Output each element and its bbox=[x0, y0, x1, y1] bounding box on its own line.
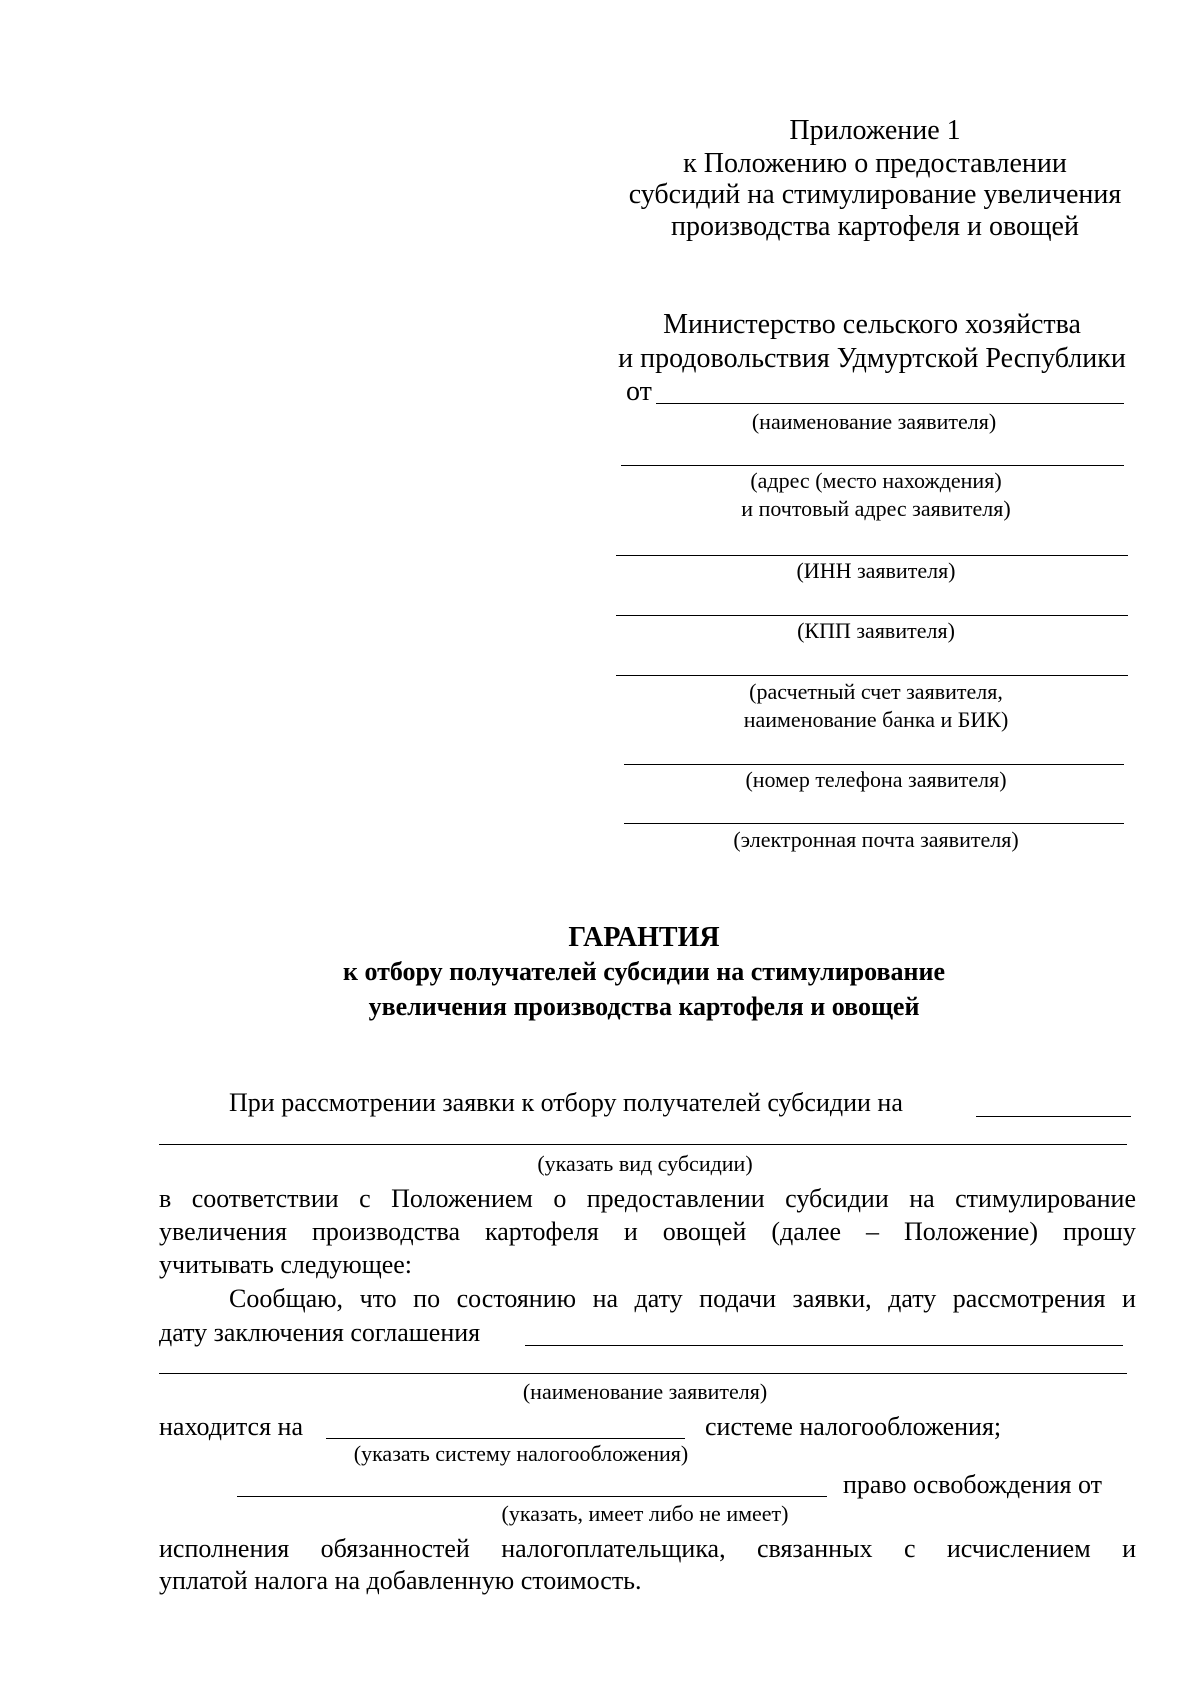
word: что bbox=[359, 1284, 397, 1313]
address-line bbox=[621, 465, 1124, 466]
applicant-caption: (наименование заявителя) bbox=[522, 1379, 768, 1404]
appendix-line-3: субсидий на стимулирование увеличения bbox=[628, 179, 1122, 210]
word: подачи bbox=[699, 1284, 777, 1313]
appendix-line-1: Приложение 1 bbox=[789, 115, 961, 146]
word: исчислением bbox=[946, 1534, 1091, 1563]
addressee-line-2: и продовольствия Удмуртской Республики bbox=[618, 343, 1126, 374]
appendix-line-4: производства картофеля и овощей bbox=[671, 211, 1079, 242]
word: производства bbox=[311, 1217, 461, 1246]
word: заявки, bbox=[792, 1284, 872, 1313]
word: стимулирование bbox=[955, 1184, 1136, 1213]
exemption-caption: (указать, имеет либо не имеет) bbox=[501, 1501, 789, 1526]
kpp-caption: (КПП заявителя) bbox=[797, 618, 955, 643]
word: налогоплательщика, bbox=[501, 1534, 726, 1563]
email-line bbox=[624, 823, 1124, 824]
account-line bbox=[616, 675, 1128, 676]
word: с bbox=[903, 1534, 916, 1563]
word: и bbox=[1122, 1284, 1136, 1313]
applicant-blank-line bbox=[159, 1373, 1127, 1374]
exemption-line bbox=[237, 1496, 827, 1497]
word: дату bbox=[888, 1284, 937, 1313]
subsidy-type-line bbox=[159, 1144, 1127, 1145]
word: связанных bbox=[757, 1534, 873, 1563]
word: – bbox=[866, 1217, 880, 1246]
address-caption-1: (адрес (место нахождения) bbox=[750, 468, 1002, 493]
word: Положением bbox=[391, 1184, 533, 1213]
agreement-blank-line bbox=[525, 1345, 1123, 1346]
para1-line-1 bbox=[159, 1186, 1136, 1212]
kpp-line bbox=[616, 615, 1128, 616]
tax-caption: (указать систему налогообложения) bbox=[353, 1441, 689, 1466]
word: Сообщаю, bbox=[229, 1284, 344, 1313]
word: по bbox=[413, 1284, 441, 1313]
inn-line bbox=[616, 555, 1128, 556]
inn-caption: (ИНН заявителя) bbox=[796, 558, 956, 583]
subsidy-type-caption: (указать вид субсидии) bbox=[537, 1151, 753, 1176]
final-line-2: уплатой налога на добавленную стоимость. bbox=[159, 1566, 642, 1595]
tax-prefix: находится на bbox=[159, 1412, 303, 1441]
tax-system-line bbox=[326, 1438, 685, 1439]
word: в bbox=[159, 1184, 172, 1213]
intro-text: При рассмотрении заявки к отбору получателей субсидии на bbox=[229, 1088, 903, 1117]
word: на bbox=[592, 1284, 619, 1313]
word: о bbox=[553, 1184, 567, 1213]
email-caption: (электронная почта заявителя) bbox=[733, 827, 1019, 852]
phone-line bbox=[624, 764, 1124, 765]
word: дату bbox=[634, 1284, 683, 1313]
account-caption-2: наименование банка и БИК) bbox=[743, 707, 1009, 732]
para2-line-1 bbox=[229, 1286, 1136, 1312]
para1-line-2 bbox=[159, 1219, 1136, 1245]
word: овощей bbox=[662, 1217, 747, 1246]
document-title: ГАРАНТИЯ bbox=[568, 922, 720, 953]
para1-line-3: учитывать следующее: bbox=[159, 1250, 413, 1279]
account-caption-1: (расчетный счет заявителя, bbox=[749, 679, 1003, 704]
word: Положение) bbox=[904, 1217, 1038, 1246]
word: субсидии bbox=[785, 1184, 889, 1213]
applicant-name-caption: (наименование заявителя) bbox=[751, 409, 997, 434]
tax-suffix: системе налогообложения; bbox=[705, 1412, 1002, 1441]
word: картофеля bbox=[485, 1217, 599, 1246]
applicant-name-line bbox=[656, 403, 1124, 404]
addressee-line-1: Министерство сельского хозяйства bbox=[663, 309, 1081, 340]
document-subtitle-2: увеличения производства картофеля и овощей bbox=[368, 992, 920, 1021]
word: соответствии bbox=[191, 1184, 339, 1213]
para2-line-2: дату заключения соглашения bbox=[159, 1318, 481, 1347]
word: состоянию bbox=[456, 1284, 577, 1313]
appendix-line-2: к Положению о предоставлении bbox=[683, 148, 1067, 179]
phone-caption: (номер телефона заявителя) bbox=[745, 767, 1007, 792]
intro-blank-line bbox=[976, 1116, 1131, 1117]
word: прошу bbox=[1062, 1217, 1136, 1246]
word: на bbox=[909, 1184, 935, 1213]
word: предоставлении bbox=[586, 1184, 765, 1213]
word: (далее bbox=[771, 1217, 842, 1246]
from-label: от bbox=[626, 376, 652, 407]
final-line-1 bbox=[159, 1536, 1136, 1562]
exemption-suffix: право освобождения от bbox=[843, 1470, 1102, 1499]
word: увеличения bbox=[159, 1217, 287, 1246]
word: и bbox=[1122, 1534, 1136, 1563]
address-caption-2: и почтовый адрес заявителя) bbox=[741, 496, 1011, 521]
word: и bbox=[623, 1217, 638, 1246]
word: обязанностей bbox=[320, 1534, 470, 1563]
document-subtitle-1: к отбору получателей субсидии на стимулирование bbox=[342, 957, 946, 986]
word: рассмотрения bbox=[952, 1284, 1106, 1313]
word: исполнения bbox=[159, 1534, 290, 1563]
word: с bbox=[359, 1184, 371, 1213]
